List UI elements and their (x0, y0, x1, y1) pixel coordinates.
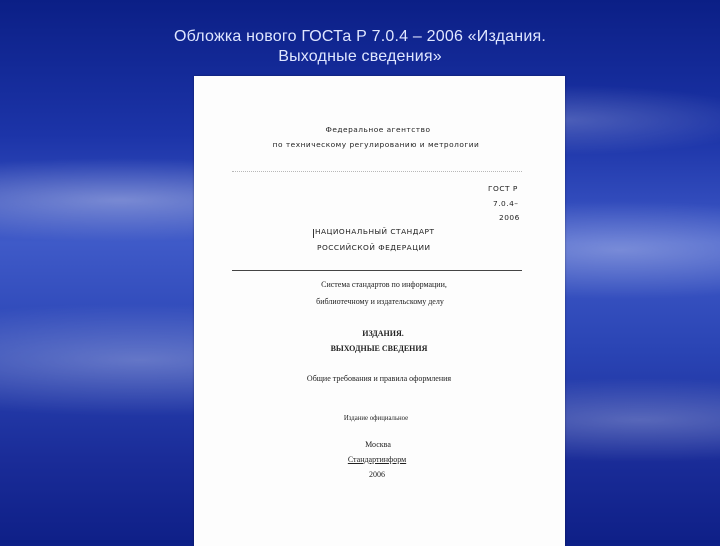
slide-title-line-1: Обложка нового ГОСТа Р 7.0.4 – 2006 «Издания. (174, 28, 546, 45)
text-cursor-mark (313, 229, 314, 238)
system-line-2: библиотечному и издательскому делу (316, 297, 444, 306)
standard-code-line-3: 2006 (499, 213, 520, 222)
standard-type-line-2: РОССИЙСКОЙ ФЕДЕРАЦИИ (317, 243, 431, 252)
top-divider (232, 171, 522, 172)
publication-city: Москва (365, 440, 391, 449)
publisher-name: Стандартинформ (347, 455, 407, 464)
publication-year: 2006 (369, 470, 385, 479)
standard-code-line-1: ГОСТ Р (488, 184, 518, 193)
document-cover-page (194, 76, 565, 546)
document-subtitle: Общие требования и правила оформления (306, 374, 452, 383)
agency-line-1: Федеральное агентство (325, 125, 431, 134)
system-line-1: Система стандартов по информации, (321, 280, 447, 289)
heading-line-2: ВЫХОДНЫЕ СВЕДЕНИЯ (330, 344, 428, 353)
agency-line-2: по техническому регулированию и метрологии (272, 140, 480, 149)
slide-title (0, 27, 720, 67)
standard-type-line-1: НАЦИОНАЛЬНЫЙ СТАНДАРТ (315, 227, 435, 236)
standard-code-line-2: 7.0.4– (493, 199, 519, 208)
slide-title-line-2: Выходные сведения» (278, 48, 442, 65)
edition-note: Издание официальное (343, 415, 409, 422)
heading-line-1: ИЗДАНИЯ. (362, 329, 404, 338)
middle-divider (232, 270, 522, 271)
